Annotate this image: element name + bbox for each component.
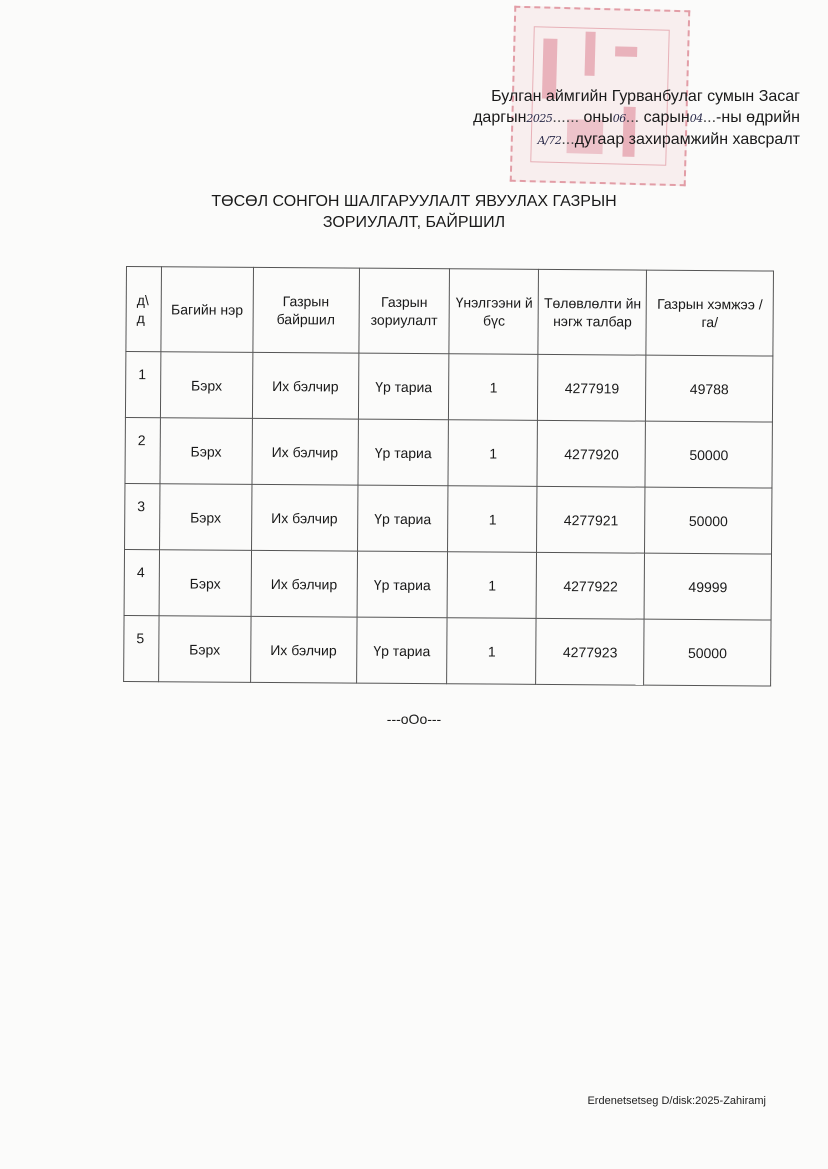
header-bag-name: Багийн нэр	[161, 267, 253, 353]
header-plot-unit: Төлөвлөлти йн нэгж талбар	[538, 269, 646, 355]
cell-plot-unit: 4277919	[538, 354, 646, 421]
header-location: Газрын байршил	[253, 267, 359, 353]
handwritten-day: 04	[689, 112, 703, 125]
dots: ...	[561, 131, 575, 148]
header-zone: Үнэлгээни й бүс	[449, 269, 539, 355]
cell-purpose: Үр тариа	[357, 551, 448, 618]
land-table	[123, 266, 774, 687]
table-row	[125, 483, 772, 554]
cell-area: 49788	[646, 355, 773, 422]
text: дугаар захирамжийн хавсралт	[574, 131, 800, 148]
cell-zone: 1	[448, 420, 537, 487]
cell-purpose: Үр тариа	[358, 353, 449, 420]
cell-purpose: Үр тариа	[356, 617, 447, 684]
cell-number: 5	[124, 615, 159, 681]
appendix-line-2	[400, 107, 800, 129]
handwritten-order-number: А/72	[537, 134, 562, 147]
cell-zone: 1	[449, 354, 538, 421]
handwritten-month: 06	[612, 112, 626, 125]
stamp-mark	[585, 32, 596, 76]
cell-bag-name: Бэрх	[159, 616, 251, 683]
text: -ны өдрийн	[716, 109, 800, 126]
file-path-footer: Erdenetsetseg D/disk:2025-Zahiramj	[587, 1095, 766, 1107]
table-row	[125, 352, 772, 423]
cell-plot-unit: 4277923	[536, 618, 644, 685]
header-area: Газрын хэмжээ /га/	[646, 270, 773, 356]
cell-area: 50000	[645, 421, 772, 488]
handwritten-year: 2025	[526, 112, 553, 125]
header-purpose: Газрын зориулалт	[358, 268, 450, 354]
cell-plot-unit: 4277921	[537, 486, 645, 553]
cell-location: Их бэлчир	[251, 550, 357, 617]
cell-plot-unit: 4277920	[537, 420, 645, 487]
cell-bag-name: Бэрх	[159, 484, 251, 551]
header-number: д\ д	[126, 267, 162, 352]
dots: ...	[702, 109, 717, 126]
text: даргын	[473, 109, 527, 126]
cell-number: 2	[125, 417, 160, 483]
cell-area: 50000	[644, 619, 771, 686]
cell-plot-unit: 4277922	[536, 552, 644, 619]
cell-number: 1	[125, 352, 160, 418]
document-title	[0, 191, 828, 233]
title-line-1: ТӨСӨЛ СОНГОН ШАЛГАРУУЛАЛТ ЯВУУЛАХ ГАЗРЫН	[211, 193, 617, 210]
cell-location: Их бэлчир	[252, 418, 358, 485]
cell-bag-name: Бэрх	[160, 352, 252, 419]
cell-location: Их бэлчир	[250, 616, 356, 683]
text: оны	[583, 109, 613, 126]
dots: ...	[625, 109, 640, 126]
dots: ......	[552, 109, 580, 126]
text: сарын	[643, 109, 690, 126]
cell-area: 50000	[645, 487, 772, 554]
cell-bag-name: Бэрх	[160, 418, 252, 485]
section-separator: ---oOo---	[386, 711, 442, 727]
cell-zone: 1	[448, 486, 537, 553]
appendix-line-3	[400, 129, 800, 151]
table-row	[124, 615, 771, 686]
cell-area: 49999	[644, 553, 771, 620]
cell-number: 4	[124, 549, 159, 615]
cell-zone: 1	[447, 618, 536, 685]
cell-number: 3	[125, 483, 160, 549]
cell-zone: 1	[448, 552, 537, 619]
title-line-2: ЗОРИУЛАЛТ, БАЙРШИЛ	[322, 214, 506, 231]
table-header-row	[126, 267, 774, 357]
cell-location: Их бэлчир	[252, 352, 358, 419]
cell-location: Их бэлчир	[251, 484, 357, 551]
stamp-mark	[615, 46, 637, 57]
cell-purpose: Үр тариа	[357, 485, 448, 552]
table-row	[124, 549, 771, 620]
cell-bag-name: Бэрх	[159, 550, 251, 617]
appendix-line-1: Булган аймгийн Гурванбулаг сумын Засаг	[491, 88, 800, 105]
table-row	[125, 417, 772, 488]
cell-purpose: Үр тариа	[358, 419, 449, 486]
appendix-note	[400, 86, 800, 151]
